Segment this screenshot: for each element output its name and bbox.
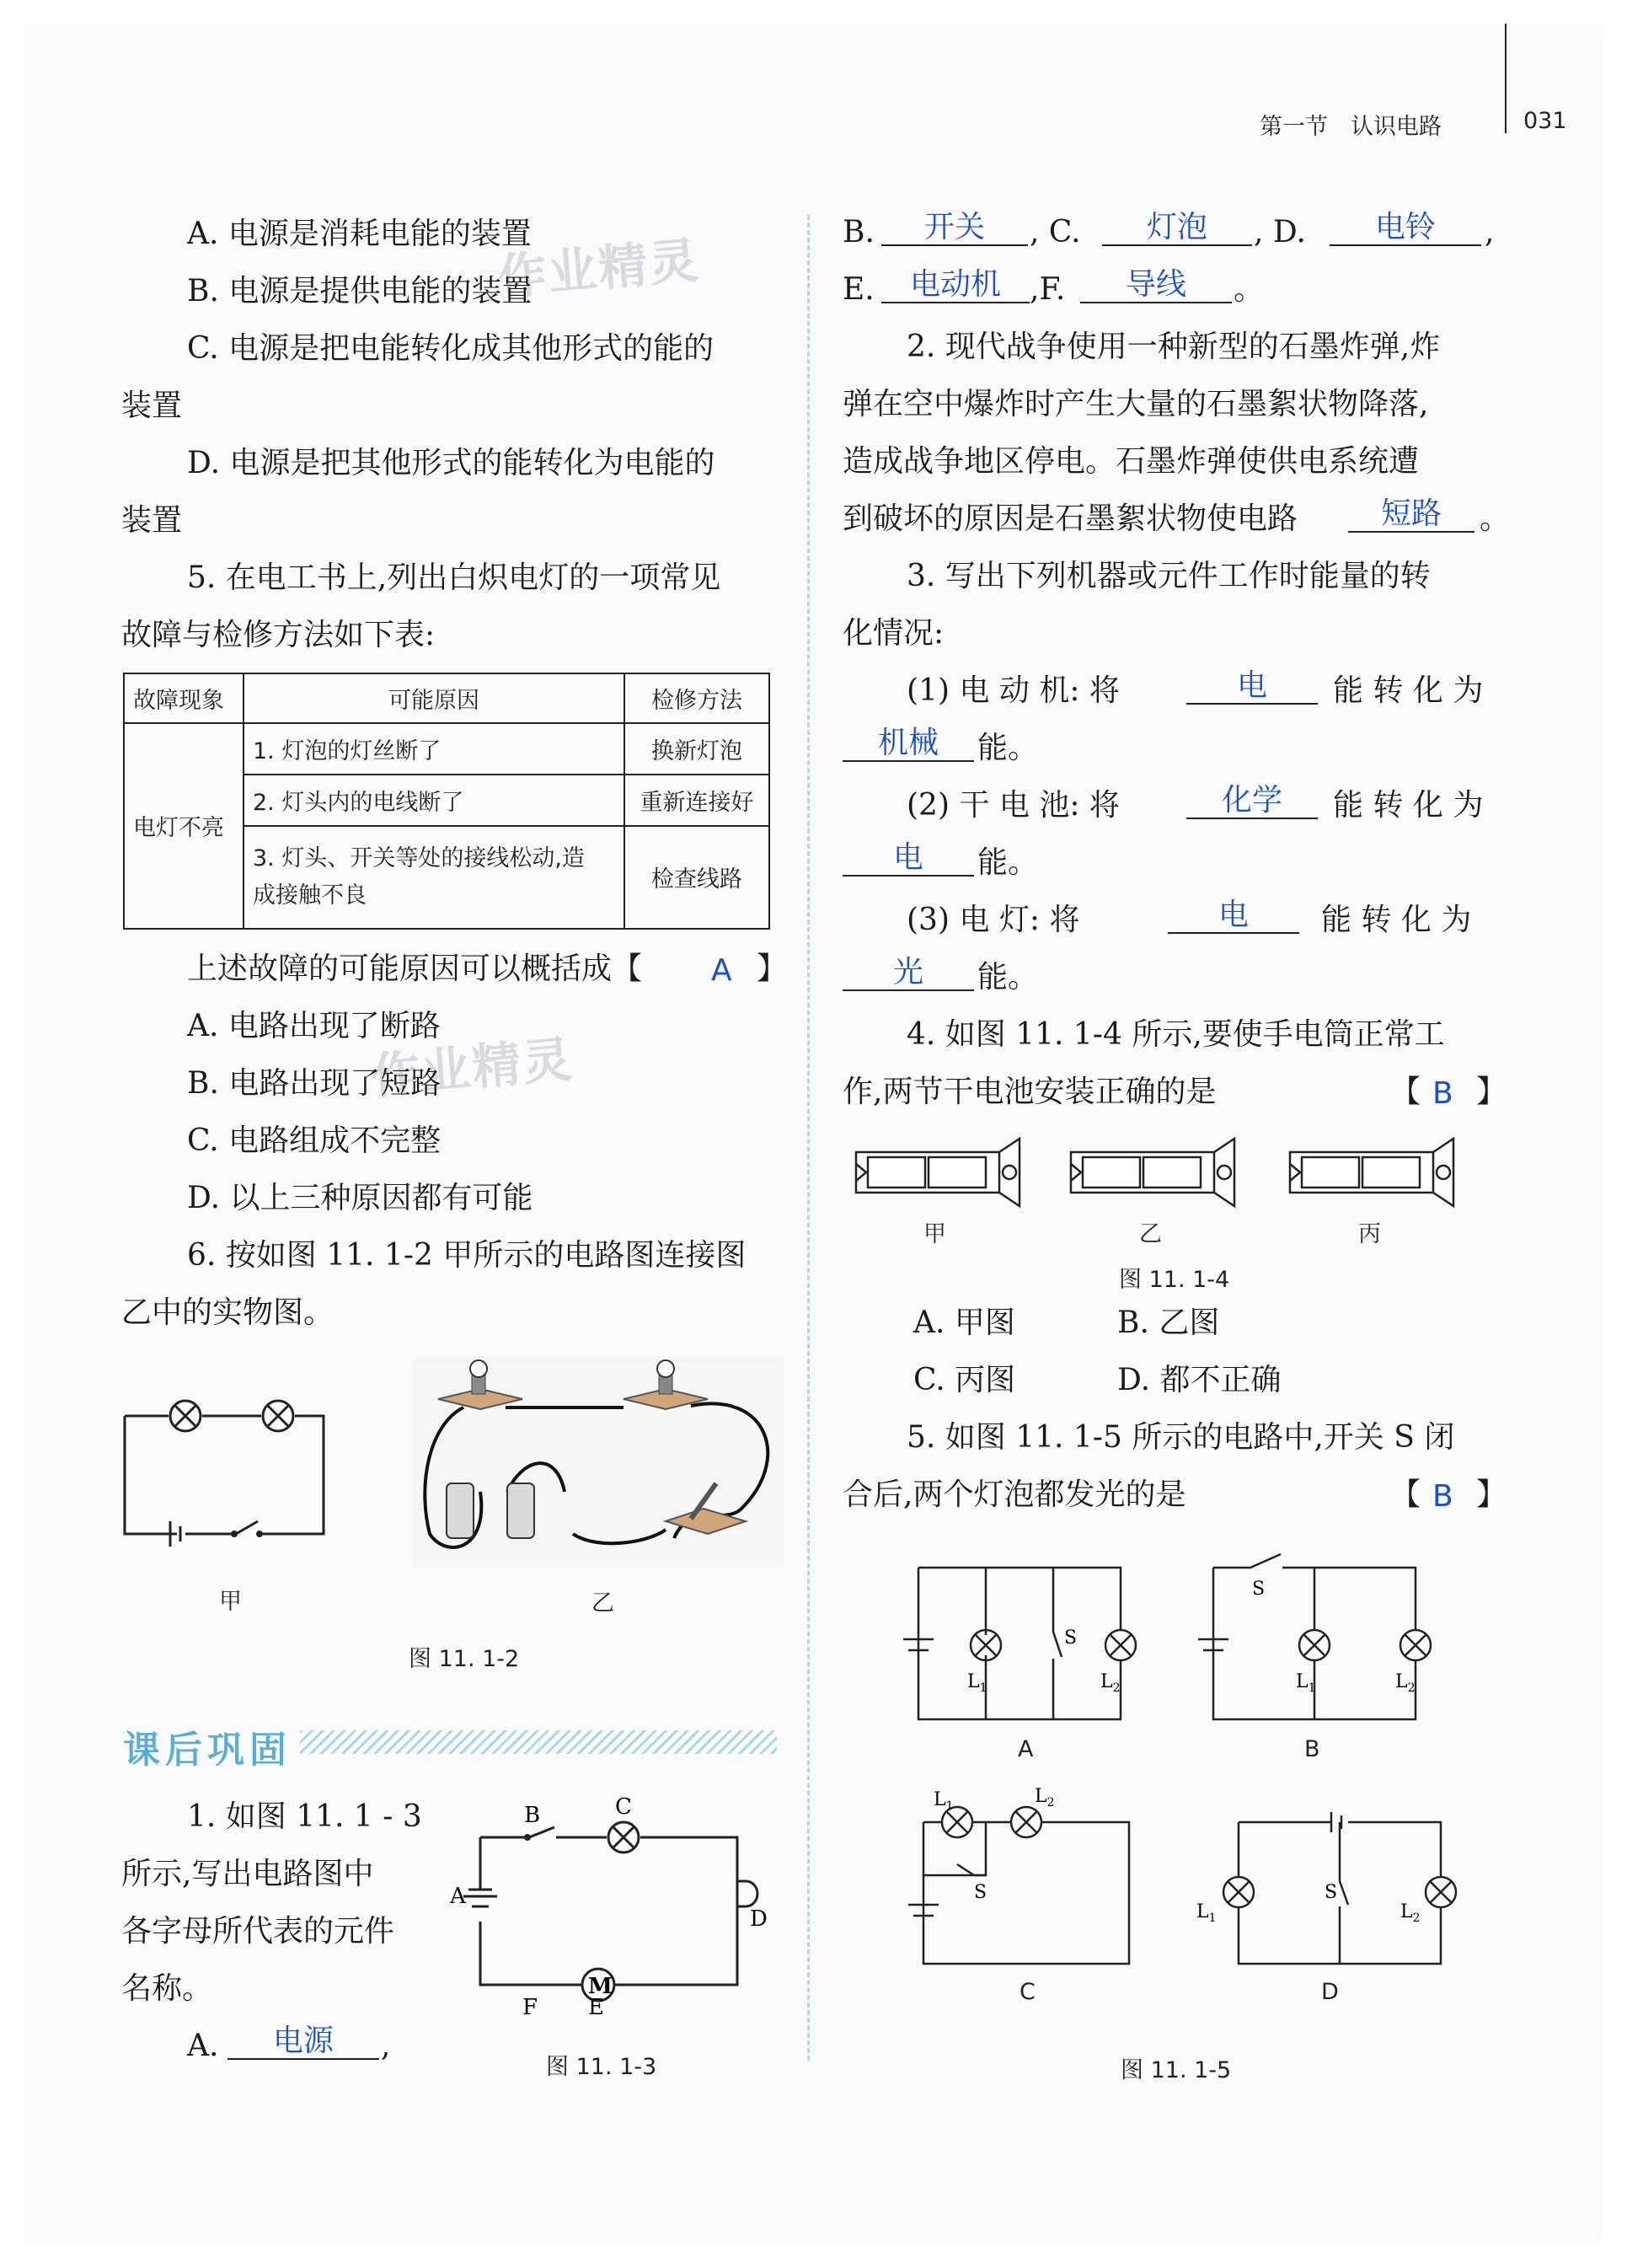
table-header: 检修方法 [624,673,769,723]
header-rule [1505,24,1507,133]
h1-stem: 1. 如图 11. 1 - 3 [187,1799,422,1834]
fig-label: 乙 [1139,1221,1162,1247]
h3-stem-cont: 化情况: [843,616,945,651]
circuit-diagram-11-1-3 [438,1794,775,2020]
q4-option-b: B. 电源是提供电能的装置 [187,274,533,308]
fig-label-jia: 甲 [219,1589,242,1615]
h1-e-prefix: E. [843,272,875,307]
sub-label-c: C [1020,1979,1036,2005]
fig-caption-11-1-5: 图 11. 1-5 [1121,2057,1232,2083]
section-title-stripes [300,1730,777,1754]
table-cell: 换新灯泡 [624,723,769,775]
fig-label-yi: 乙 [591,1590,614,1617]
h4-option-a: A. 甲图 [913,1306,1015,1340]
fig-label: B [524,1803,541,1828]
svg-text:E: E [588,1995,604,2020]
h3-p2-prefix: (2) 干 电 池: 将 [907,788,1120,823]
h1-d-answer: 电铃 [1330,211,1481,246]
page-number: 031 [1523,108,1567,134]
svg-text:S: S [974,1882,987,1903]
svg-text:S: S [1064,1627,1078,1649]
h1-e-answer: 电动机 [881,268,1030,303]
watermark: 作业精灵 [495,231,702,307]
h1-f-answer: 导线 [1080,268,1232,303]
h1-stem-cont: 各字母所代表的元件 [121,1914,395,1949]
h3-p1-answer-1: 电 [1186,669,1318,705]
h5-answer: B [1432,1479,1453,1514]
svg-text:F: F [522,1995,538,2020]
table-cell: 重新连接好 [624,775,769,826]
h1-a-prefix: A. [187,2029,219,2063]
h5-bracket-close: 】 [1476,1477,1507,1512]
svg-text:M: M [588,1974,613,1999]
section-title: 课后巩固 [123,1729,292,1772]
flashlight-bing [1290,1139,1453,1206]
h1-d-comma: , [1485,215,1495,249]
h1-c-answer: 灯泡 [1102,211,1252,246]
h4-stem-cont: 作,两节干电池安装正确的是 [843,1075,1217,1109]
table-cell: 3. 灯头、开关等处的接线松动,造 成接触不良 [244,826,624,929]
h3-p3-answer-1: 电 [1168,898,1299,934]
q5-question: 上述故障的可能原因可以概括成【 [187,952,643,986]
h1-d-prefix: , D. [1254,215,1306,249]
h3-p3-mid: 能 转 化 为 [1321,903,1472,937]
svg-text:L2: $L_2$ [1100,1671,1121,1695]
h3-p1-end: 能。 [977,731,1039,765]
h5-stem: 5. 如图 11. 1-5 所示的电路中,开关 S 闭 [907,1420,1455,1455]
flashlight-yi [1071,1139,1234,1206]
svg-text:D: D [750,1906,768,1932]
fig-caption-11-1-3: 图 11. 1-3 [546,2054,657,2080]
h3-p3-end: 能。 [977,960,1039,995]
h3-p1-mid: 能 转 化 为 [1333,673,1484,708]
svg-text:L1: $L_1$ [967,1671,987,1695]
h3-p1-prefix: (1) 电 动 机: 将 [907,673,1120,708]
q5-option-a: A. 电路出现了断路 [187,1009,441,1043]
h2-answer: 短路 [1348,497,1474,533]
sub-label-d: D [1321,1979,1339,2005]
h5-stem-cont: 合后,两个灯泡都发光的是 [843,1477,1186,1512]
q6-stem-cont: 乙中的实物图。 [121,1295,334,1330]
h4-option-d: D. 都不正确 [1117,1363,1282,1397]
h1-f-prefix: ,F. [1030,272,1066,307]
circuit-diagrams-11-1-5 [893,1551,1466,2023]
h1-c-prefix: , C. [1030,215,1081,249]
h2-stem: 2. 现代战争使用一种新型的石墨炸弹,炸 [907,330,1441,364]
h3-p1-answer-2: 机械 [843,727,974,762]
h1-stem-cont: 名称。 [121,1971,213,2006]
real-circuit-yi [413,1357,784,1568]
h1-b-answer: 开关 [881,211,1028,246]
flashlight-diagrams [851,1134,1483,1226]
h1-end: 。 [1234,272,1265,307]
h2-stem-cont: 造成战争地区停电。石墨炸弹使供电系统遭 [843,444,1420,479]
h2-end: 。 [1480,501,1511,536]
h3-p3-prefix: (3) 电 灯: 将 [907,903,1080,937]
svg-text:L2: $L_2$ [1035,1786,1055,1810]
table-cell: 2. 灯头内的电线断了 [244,775,624,826]
svg-text:S: S [1252,1579,1266,1600]
q5-stem-cont: 故障与检修方法如下表: [121,618,436,652]
h4-option-c: C. 丙图 [913,1363,1016,1397]
q5-stem: 5. 在电工书上,列出白炽电灯的一项常见 [187,560,721,595]
h3-p2-answer-2: 电 [843,841,974,877]
fig-caption-11-1-4: 图 11. 1-4 [1119,1267,1230,1293]
h3-p2-answer-1: 化学 [1186,784,1318,819]
q4-option-c: C. 电源是把电能转化成其他形式的能的 [187,331,714,366]
table-cell-symptom: 电灯不亮 [124,723,244,929]
q4-option-d: D. 电源是把其他形式的能转化为电能的 [187,446,715,480]
sub-label-b: B [1304,1736,1320,1762]
h4-option-b: B. 乙图 [1117,1306,1220,1340]
svg-text:A: A [450,1884,466,1909]
h1-stem-cont: 所示,写出电路图中 [121,1857,374,1891]
fig-label: 丙 [1358,1221,1381,1247]
h4-stem: 4. 如图 11. 1-4 所示,要使手电筒正常工 [907,1017,1445,1052]
section-header: 第一节 认识电路 [1260,114,1442,140]
svg-text:S: S [1325,1882,1338,1903]
table-header: 可能原因 [244,673,624,723]
svg-text:C: C [615,1794,632,1820]
circuit-diagram-jia [118,1386,337,1555]
svg-text:L2: $L_2$ [1395,1671,1416,1695]
fault-table [123,673,770,930]
fig-caption-11-1-2: 图 11. 1-2 [409,1646,520,1672]
q4-option-d-cont: 装置 [121,503,183,538]
h4-bracket-close: 】 [1476,1075,1507,1109]
svg-text:L1: $L_1$ [934,1789,954,1813]
h4-answer: B [1432,1076,1453,1111]
h3-p2-mid: 能 转 化 为 [1333,788,1484,823]
q5-answer: A [711,953,732,988]
svg-text:L1: $L_1$ [1196,1901,1217,1925]
table-cell: 1. 灯泡的灯丝断了 [244,723,624,775]
svg-text:L1: $L_1$ [1296,1671,1316,1695]
h5-bracket-open: 【 [1390,1477,1421,1512]
table-header: 故障现象 [124,673,244,723]
h4-bracket-open: 【 [1390,1075,1421,1109]
h2-stem-cont: 弹在空中爆炸时产生大量的石墨絮状物降落, [843,387,1429,421]
q5-option-d: D. 以上三种原因都有可能 [187,1181,533,1215]
q4-option-a: A. 电源是消耗电能的装置 [187,217,532,251]
h1-a-comma: , [381,2029,391,2063]
watermark: 作业精灵 [368,1030,575,1106]
q5-bracket-close: 】 [757,952,788,986]
q5-option-b: B. 电路出现了短路 [187,1066,442,1101]
h3-p3-answer-2: 光 [843,956,974,991]
q6-stem: 6. 按如图 11. 1-2 甲所示的电路图连接图 [187,1238,747,1273]
h1-a-answer: 电源 [227,2024,379,2060]
h2-stem-cont: 到破坏的原因是石墨絮状物使电路 [843,501,1298,536]
fig-label: 甲 [923,1221,946,1247]
q5-option-c: C. 电路组成不完整 [187,1123,442,1158]
table-cell: 检查线路 [624,826,769,929]
sub-label-a: A [1018,1736,1034,1762]
h3-stem: 3. 写出下列机器或元件工作时能量的转 [907,559,1431,593]
q4-option-c-cont: 装置 [121,389,183,423]
svg-text:L2: $L_2$ [1400,1901,1421,1925]
h3-p2-end: 能。 [977,845,1039,880]
column-divider [807,215,810,2061]
flashlight-jia [856,1139,1020,1206]
h1-b-prefix: B. [843,215,875,249]
